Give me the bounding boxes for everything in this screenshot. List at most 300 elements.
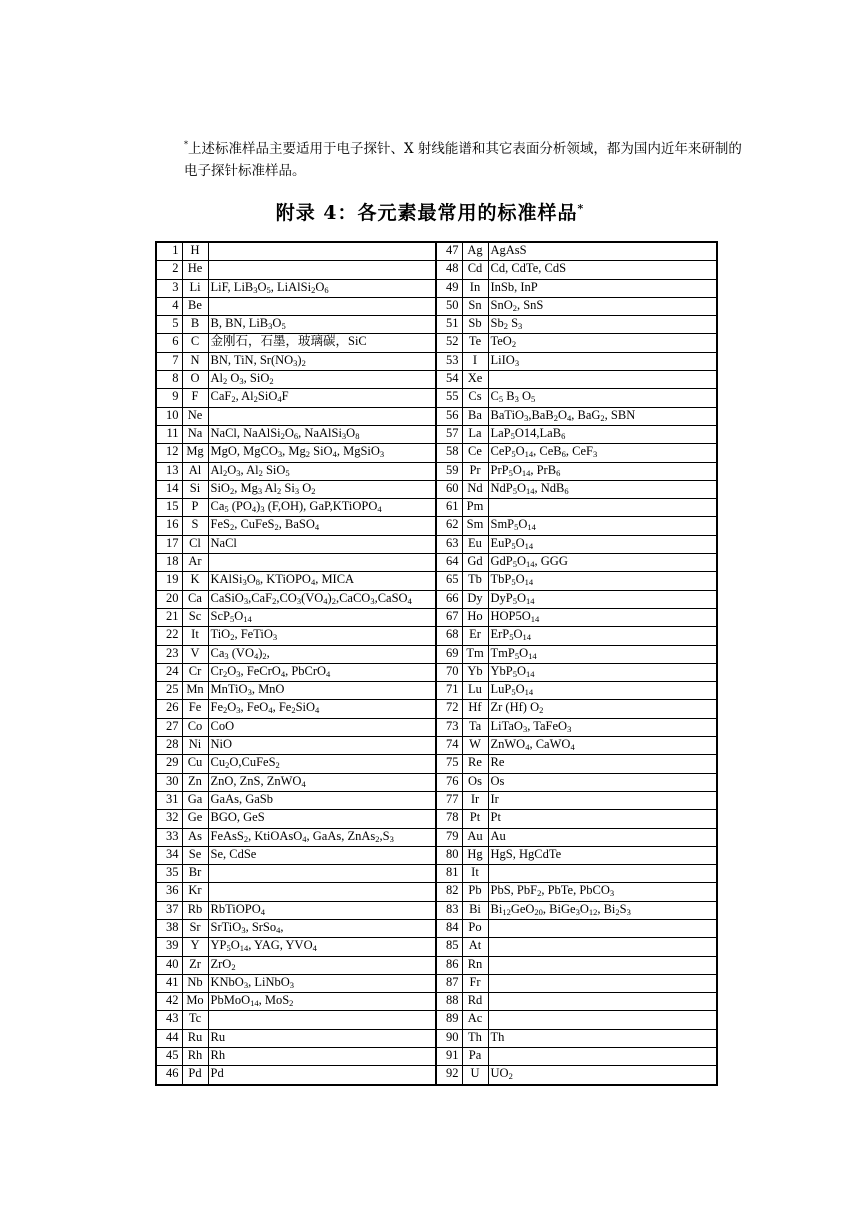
- element-symbol-cell: Gd: [462, 554, 488, 572]
- standard-sample-cell: $C_5$ $B_3$ $O_5$: [488, 389, 717, 407]
- table-row: [156, 974, 717, 992]
- atomic-number-cell: 84: [436, 919, 462, 937]
- standard-sample-cell: LaP$_5$O14,LaB$_6$: [488, 425, 717, 443]
- element-symbol-cell: Be: [182, 297, 208, 315]
- standard-sample-cell: $PrP_5O_{14}$, PrB$_6$: [488, 462, 717, 480]
- atomic-number-cell: 59: [436, 462, 462, 480]
- table-row: [156, 993, 717, 1011]
- table-row: [156, 1048, 717, 1066]
- table-row: [156, 590, 717, 608]
- standard-sample-cell: ZrO$_2$: [208, 956, 436, 974]
- standard-sample-cell: TeO$_2$: [488, 334, 717, 352]
- atomic-number-cell: 36: [156, 883, 182, 901]
- element-symbol-cell: Cd: [462, 261, 488, 279]
- standard-sample-cell: [488, 919, 717, 937]
- standard-sample-cell: Ir: [488, 791, 717, 809]
- atomic-number-cell: 77: [436, 791, 462, 809]
- standard-sample-cell: [208, 242, 436, 261]
- standard-sample-cell: $Sb_2$ $S_3$: [488, 316, 717, 334]
- atomic-number-cell: 38: [156, 919, 182, 937]
- element-symbol-cell: Te: [462, 334, 488, 352]
- atomic-number-cell: 87: [436, 974, 462, 992]
- table-row: [156, 810, 717, 828]
- footnote-text: 上述标准样品主要适用于电子探针、X 射线能谱和其它表面分析领域，都为国内近年来研制的电子探针标准样品。: [184, 141, 742, 179]
- standard-sample-cell: $DyP_5O_{14}$: [488, 590, 717, 608]
- standard-sample-cell: AgAsS: [488, 242, 717, 261]
- element-symbol-cell: Cs: [462, 389, 488, 407]
- page-title: [0, 198, 860, 225]
- standard-sample-cell: Os: [488, 773, 717, 791]
- standard-sample-cell: LiIO$_3$: [488, 352, 717, 370]
- element-symbol-cell: Rb: [182, 901, 208, 919]
- table-row: [156, 535, 717, 553]
- standard-sample-cell: [488, 938, 717, 956]
- element-symbol-cell: Rh: [182, 1048, 208, 1066]
- element-symbol-cell: Hf: [462, 700, 488, 718]
- atomic-number-cell: 26: [156, 700, 182, 718]
- standards-table-body: [156, 242, 717, 1085]
- element-symbol-cell: It: [182, 627, 208, 645]
- standard-sample-cell: [488, 1011, 717, 1029]
- standard-sample-cell: SrTiO$_3$, SrSo$_4$,: [208, 919, 436, 937]
- element-symbol-cell: U: [462, 1066, 488, 1085]
- atomic-number-cell: 4: [156, 297, 182, 315]
- element-symbol-cell: Pd: [182, 1066, 208, 1085]
- standards-table: [155, 241, 718, 1086]
- atomic-number-cell: 71: [436, 682, 462, 700]
- standard-sample-cell: LiF, $LiB_3O_5$, $LiAlSi_2O_6$: [208, 279, 436, 297]
- standard-sample-cell: MgO, MgCO$_3$, $Mg_2$ SiO$_4$, MgSiO$_3$: [208, 444, 436, 462]
- element-symbol-cell: Fe: [182, 700, 208, 718]
- standard-sample-cell: InSb, InP: [488, 279, 717, 297]
- standard-sample-cell: ZnWO$_4$, CaWO$_4$: [488, 737, 717, 755]
- atomic-number-cell: 29: [156, 755, 182, 773]
- atomic-number-cell: 18: [156, 554, 182, 572]
- atomic-number-cell: 35: [156, 865, 182, 883]
- element-symbol-cell: N: [182, 352, 208, 370]
- atomic-number-cell: 47: [436, 242, 462, 261]
- element-symbol-cell: B: [182, 316, 208, 334]
- atomic-number-cell: 28: [156, 737, 182, 755]
- atomic-number-cell: 74: [436, 737, 462, 755]
- standard-sample-cell: PbS, PbF$_2$, PbTe, PbCO$_3$: [488, 883, 717, 901]
- atomic-number-cell: 53: [436, 352, 462, 370]
- standard-sample-cell: LiTaO$_3$, TaFeO$_3$: [488, 718, 717, 736]
- footnote: [184, 134, 744, 182]
- element-symbol-cell: Ge: [182, 810, 208, 828]
- atomic-number-cell: 78: [436, 810, 462, 828]
- standard-sample-cell: Re: [488, 755, 717, 773]
- element-symbol-cell: Th: [462, 1029, 488, 1047]
- atomic-number-cell: 85: [436, 938, 462, 956]
- element-symbol-cell: Rn: [462, 956, 488, 974]
- element-symbol-cell: In: [462, 279, 488, 297]
- table-row: [156, 865, 717, 883]
- standard-sample-cell: $Cr_2O_3$, FeCrO$_4$, PbCrO$_4$: [208, 663, 436, 681]
- standard-sample-cell: $UO_2$: [488, 1066, 717, 1085]
- element-symbol-cell: Si: [182, 480, 208, 498]
- standard-sample-cell: $NdP_5O_{14}$, NdB$_6$: [488, 480, 717, 498]
- element-symbol-cell: Bi: [462, 901, 488, 919]
- element-symbol-cell: As: [182, 828, 208, 846]
- atomic-number-cell: 14: [156, 480, 182, 498]
- table-row: [156, 297, 717, 315]
- atomic-number-cell: 66: [436, 590, 462, 608]
- element-symbol-cell: Po: [462, 919, 488, 937]
- standard-sample-cell: Ru: [208, 1029, 436, 1047]
- table-row: [156, 279, 717, 297]
- atomic-number-cell: 62: [436, 517, 462, 535]
- atomic-number-cell: 50: [436, 297, 462, 315]
- element-symbol-cell: F: [182, 389, 208, 407]
- atomic-number-cell: 2: [156, 261, 182, 279]
- atomic-number-cell: 60: [436, 480, 462, 498]
- atomic-number-cell: 39: [156, 938, 182, 956]
- table-row: [156, 901, 717, 919]
- element-symbol-cell: Zn: [182, 773, 208, 791]
- standard-sample-cell: $YbP_5O_{14}$: [488, 663, 717, 681]
- standard-sample-cell: NaCl: [208, 535, 436, 553]
- atomic-number-cell: 31: [156, 791, 182, 809]
- element-symbol-cell: Ga: [182, 791, 208, 809]
- atomic-number-cell: 86: [436, 956, 462, 974]
- atomic-number-cell: 16: [156, 517, 182, 535]
- table-row: [156, 956, 717, 974]
- element-symbol-cell: Fr: [462, 974, 488, 992]
- element-symbol-cell: Ir: [462, 791, 488, 809]
- atomic-number-cell: 76: [436, 773, 462, 791]
- element-symbol-cell: Dy: [462, 590, 488, 608]
- table-row: [156, 334, 717, 352]
- atomic-number-cell: 33: [156, 828, 182, 846]
- atomic-number-cell: 79: [436, 828, 462, 846]
- element-symbol-cell: Mn: [182, 682, 208, 700]
- standard-sample-cell: [208, 407, 436, 425]
- element-symbol-cell: Tb: [462, 572, 488, 590]
- standard-sample-cell: $GdP_5O_{14}$, GGG: [488, 554, 717, 572]
- atomic-number-cell: 34: [156, 846, 182, 864]
- element-symbol-cell: K: [182, 572, 208, 590]
- atomic-number-cell: 1: [156, 242, 182, 261]
- element-symbol-cell: S: [182, 517, 208, 535]
- standard-sample-cell: [208, 554, 436, 572]
- element-symbol-cell: Cr: [182, 663, 208, 681]
- element-symbol-cell: Er: [462, 627, 488, 645]
- atomic-number-cell: 9: [156, 389, 182, 407]
- atomic-number-cell: 8: [156, 371, 182, 389]
- atomic-number-cell: 24: [156, 663, 182, 681]
- standard-sample-cell: BN, TiN, $Sr(NO_3)_2$: [208, 352, 436, 370]
- table-row: [156, 682, 717, 700]
- element-symbol-cell: Pb: [462, 883, 488, 901]
- standard-sample-cell: $CaSiO_3,CaF_2,CO_3(VO_4)_2,CaCO_3,CaSO_4$: [208, 590, 436, 608]
- element-symbol-cell: Sn: [462, 297, 488, 315]
- atomic-number-cell: 3: [156, 279, 182, 297]
- atomic-number-cell: 11: [156, 425, 182, 443]
- element-symbol-cell: Os: [462, 773, 488, 791]
- atomic-number-cell: 72: [436, 700, 462, 718]
- atomic-number-cell: 49: [436, 279, 462, 297]
- atomic-number-cell: 82: [436, 883, 462, 901]
- standard-sample-cell: $HOP5O_{14}$: [488, 608, 717, 626]
- table-row: [156, 791, 717, 809]
- table-row: [156, 627, 717, 645]
- standard-sample-cell: Th: [488, 1029, 717, 1047]
- element-symbol-cell: Ta: [462, 718, 488, 736]
- table-row: [156, 1011, 717, 1029]
- table-row: [156, 572, 717, 590]
- table-row: [156, 755, 717, 773]
- standard-sample-cell: $BaTiO_3,BaB_2O_4$, BaG$_2$, SBN: [488, 407, 717, 425]
- standard-sample-cell: $CeP_5O_{14}$, CeB$_6$, CeF$_3$: [488, 444, 717, 462]
- standard-sample-cell: 金刚石，石墨，玻璃碳，SiC: [208, 334, 436, 352]
- standard-sample-cell: $SmP_5O_{14}$: [488, 517, 717, 535]
- standard-sample-cell: [488, 993, 717, 1011]
- table-row: [156, 554, 717, 572]
- atomic-number-cell: 22: [156, 627, 182, 645]
- element-symbol-cell: Ru: [182, 1029, 208, 1047]
- element-symbol-cell: Ba: [462, 407, 488, 425]
- standard-sample-cell: [208, 261, 436, 279]
- standard-sample-cell: [488, 371, 717, 389]
- standard-sample-cell: [488, 974, 717, 992]
- atomic-number-cell: 92: [436, 1066, 462, 1085]
- atomic-number-cell: 90: [436, 1029, 462, 1047]
- element-symbol-cell: Pr: [462, 462, 488, 480]
- table-row: [156, 773, 717, 791]
- atomic-number-cell: 41: [156, 974, 182, 992]
- element-symbol-cell: Mo: [182, 993, 208, 1011]
- element-symbol-cell: I: [462, 352, 488, 370]
- table-row: [156, 919, 717, 937]
- element-symbol-cell: Ce: [462, 444, 488, 462]
- atomic-number-cell: 43: [156, 1011, 182, 1029]
- atomic-number-cell: 44: [156, 1029, 182, 1047]
- standard-sample-cell: FeS$_2$, CuFeS$_2$, BaSO$_4$: [208, 517, 436, 535]
- standard-sample-cell: $Cu_2O,CuFeS_2$: [208, 755, 436, 773]
- atomic-number-cell: 10: [156, 407, 182, 425]
- standard-sample-cell: TiO$_2$, FeTiO$_3$: [208, 627, 436, 645]
- element-symbol-cell: Rd: [462, 993, 488, 1011]
- atomic-number-cell: 89: [436, 1011, 462, 1029]
- element-symbol-cell: At: [462, 938, 488, 956]
- atomic-number-cell: 61: [436, 499, 462, 517]
- element-symbol-cell: Sm: [462, 517, 488, 535]
- table-row: [156, 480, 717, 498]
- atomic-number-cell: 25: [156, 682, 182, 700]
- element-symbol-cell: Eu: [462, 535, 488, 553]
- standard-sample-cell: [488, 1048, 717, 1066]
- standard-sample-cell: [208, 1011, 436, 1029]
- table-row: [156, 938, 717, 956]
- atomic-number-cell: 63: [436, 535, 462, 553]
- page-title-text: 附录 4：各元素最常用的标准样品: [275, 202, 578, 224]
- standard-sample-cell: SiO$_2$, $Mg_3$ $Al_2$ $Si_3$ $O_2$: [208, 480, 436, 498]
- atomic-number-cell: 65: [436, 572, 462, 590]
- element-symbol-cell: O: [182, 371, 208, 389]
- atomic-number-cell: 6: [156, 334, 182, 352]
- standard-sample-cell: $Ca_5$ $(PO_4)_3$ (F,OH), GaP,KTiOPO$_4$: [208, 499, 436, 517]
- table-row: [156, 846, 717, 864]
- element-symbol-cell: He: [182, 261, 208, 279]
- atomic-number-cell: 13: [156, 462, 182, 480]
- standard-sample-cell: [208, 297, 436, 315]
- element-symbol-cell: Cu: [182, 755, 208, 773]
- atomic-number-cell: 58: [436, 444, 462, 462]
- element-symbol-cell: Xe: [462, 371, 488, 389]
- standard-sample-cell: NaCl, $NaAlSi_2O_6$, $NaAlSi_3O_8$: [208, 425, 436, 443]
- standard-sample-cell: GaAs, GaSb: [208, 791, 436, 809]
- standard-sample-cell: Zr (Hf) $O_2$: [488, 700, 717, 718]
- table-row: [156, 389, 717, 407]
- atomic-number-cell: 64: [436, 554, 462, 572]
- element-symbol-cell: Ca: [182, 590, 208, 608]
- element-symbol-cell: C: [182, 334, 208, 352]
- standard-sample-cell: $YP_5O_{14}$, YAG, $YVO_4$: [208, 938, 436, 956]
- standard-sample-cell: $Fe_2O_3$, FeO$_4$, $Fe_2SiO_4$: [208, 700, 436, 718]
- standard-sample-cell: RbTiOPO$_4$: [208, 901, 436, 919]
- atomic-number-cell: 57: [436, 425, 462, 443]
- table-row: [156, 407, 717, 425]
- atomic-number-cell: 27: [156, 718, 182, 736]
- element-symbol-cell: V: [182, 645, 208, 663]
- element-symbol-cell: Lu: [462, 682, 488, 700]
- standard-sample-cell: Pd: [208, 1066, 436, 1085]
- atomic-number-cell: 69: [436, 645, 462, 663]
- standard-sample-cell: [488, 499, 717, 517]
- table-row: [156, 645, 717, 663]
- standard-sample-cell: FeAsS$_2$, KtiOAsO$_4$, GaAs, $ZnAs_2,S_3$: [208, 828, 436, 846]
- table-row: [156, 261, 717, 279]
- element-symbol-cell: Zr: [182, 956, 208, 974]
- standard-sample-cell: B, BN, $LiB_3O_5$: [208, 316, 436, 334]
- standard-sample-cell: Pt: [488, 810, 717, 828]
- element-symbol-cell: Ac: [462, 1011, 488, 1029]
- standard-sample-cell: $TmP_5O_{14}$: [488, 645, 717, 663]
- standard-sample-cell: $Bi_{12}GeO_{20}$, $BiGe_3O_{12}$, $Bi_2S_3$: [488, 901, 717, 919]
- table-row: [156, 663, 717, 681]
- element-symbol-cell: Na: [182, 425, 208, 443]
- page-title-marker: *: [577, 202, 585, 215]
- element-symbol-cell: Sr: [182, 919, 208, 937]
- standard-sample-cell: ZnO, ZnS, ZnWO$_4$: [208, 773, 436, 791]
- table-row: [156, 700, 717, 718]
- standard-sample-cell: $Al_2$ $O_3$, SiO$_2$: [208, 371, 436, 389]
- element-symbol-cell: La: [462, 425, 488, 443]
- standard-sample-cell: KNbO$_3$, LiNbO$_3$: [208, 974, 436, 992]
- table-row: [156, 499, 717, 517]
- atomic-number-cell: 73: [436, 718, 462, 736]
- element-symbol-cell: Pa: [462, 1048, 488, 1066]
- atomic-number-cell: 88: [436, 993, 462, 1011]
- element-symbol-cell: Tc: [182, 1011, 208, 1029]
- table-row: [156, 883, 717, 901]
- atomic-number-cell: 7: [156, 352, 182, 370]
- standard-sample-cell: $TbP_5O_{14}$: [488, 572, 717, 590]
- table-row: [156, 462, 717, 480]
- atomic-number-cell: 40: [156, 956, 182, 974]
- atomic-number-cell: 67: [436, 608, 462, 626]
- atomic-number-cell: 70: [436, 663, 462, 681]
- element-symbol-cell: Cl: [182, 535, 208, 553]
- standard-sample-cell: $Ca_3$ $(VO_4)_2$,: [208, 645, 436, 663]
- atomic-number-cell: 37: [156, 901, 182, 919]
- standard-sample-cell: $EuP_5O_{14}$: [488, 535, 717, 553]
- atomic-number-cell: 32: [156, 810, 182, 828]
- standard-sample-cell: NiO: [208, 737, 436, 755]
- element-symbol-cell: Yb: [462, 663, 488, 681]
- table-row: [156, 718, 717, 736]
- atomic-number-cell: 42: [156, 993, 182, 1011]
- element-symbol-cell: Mg: [182, 444, 208, 462]
- atomic-number-cell: 20: [156, 590, 182, 608]
- standard-sample-cell: PbMoO$_{14}$, MoS$_2$: [208, 993, 436, 1011]
- atomic-number-cell: 30: [156, 773, 182, 791]
- standard-sample-cell: $Al_2O_3$, $Al_2$ SiO$_5$: [208, 462, 436, 480]
- atomic-number-cell: 81: [436, 865, 462, 883]
- element-symbol-cell: Sb: [462, 316, 488, 334]
- element-symbol-cell: Y: [182, 938, 208, 956]
- atomic-number-cell: 21: [156, 608, 182, 626]
- table-row: [156, 316, 717, 334]
- atomic-number-cell: 55: [436, 389, 462, 407]
- element-symbol-cell: Sc: [182, 608, 208, 626]
- element-symbol-cell: Nd: [462, 480, 488, 498]
- atomic-number-cell: 45: [156, 1048, 182, 1066]
- element-symbol-cell: Li: [182, 279, 208, 297]
- table-row: [156, 1029, 717, 1047]
- standard-sample-cell: Se, CdSe: [208, 846, 436, 864]
- element-symbol-cell: Tm: [462, 645, 488, 663]
- element-symbol-cell: Nb: [182, 974, 208, 992]
- element-symbol-cell: Co: [182, 718, 208, 736]
- atomic-number-cell: 83: [436, 901, 462, 919]
- table-row: [156, 242, 717, 261]
- table-row: [156, 352, 717, 370]
- element-symbol-cell: It: [462, 865, 488, 883]
- table-row: [156, 828, 717, 846]
- table-row: [156, 371, 717, 389]
- table-row: [156, 425, 717, 443]
- standard-sample-cell: [208, 883, 436, 901]
- standard-sample-cell: Au: [488, 828, 717, 846]
- standard-sample-cell: $ScP_5O_{14}$: [208, 608, 436, 626]
- standard-sample-cell: $LuP_5O_{14}$: [488, 682, 717, 700]
- element-symbol-cell: Ne: [182, 407, 208, 425]
- element-symbol-cell: Se: [182, 846, 208, 864]
- atomic-number-cell: 54: [436, 371, 462, 389]
- table-row: [156, 517, 717, 535]
- table-row: [156, 444, 717, 462]
- standard-sample-cell: CoO: [208, 718, 436, 736]
- atomic-number-cell: 46: [156, 1066, 182, 1085]
- atomic-number-cell: 56: [436, 407, 462, 425]
- standard-sample-cell: Rh: [208, 1048, 436, 1066]
- standard-sample-cell: CaF$_2$, $Al_2SiO_4F$: [208, 389, 436, 407]
- element-symbol-cell: Re: [462, 755, 488, 773]
- standard-sample-cell: [208, 865, 436, 883]
- atomic-number-cell: 19: [156, 572, 182, 590]
- standard-sample-cell: SnO$_2$, SnS: [488, 297, 717, 315]
- element-symbol-cell: H: [182, 242, 208, 261]
- standard-sample-cell: $ErP_5O_{14}$: [488, 627, 717, 645]
- standard-sample-cell: [488, 956, 717, 974]
- standard-sample-cell: Cd, CdTe, CdS: [488, 261, 717, 279]
- element-symbol-cell: Al: [182, 462, 208, 480]
- element-symbol-cell: Ni: [182, 737, 208, 755]
- atomic-number-cell: 48: [436, 261, 462, 279]
- atomic-number-cell: 17: [156, 535, 182, 553]
